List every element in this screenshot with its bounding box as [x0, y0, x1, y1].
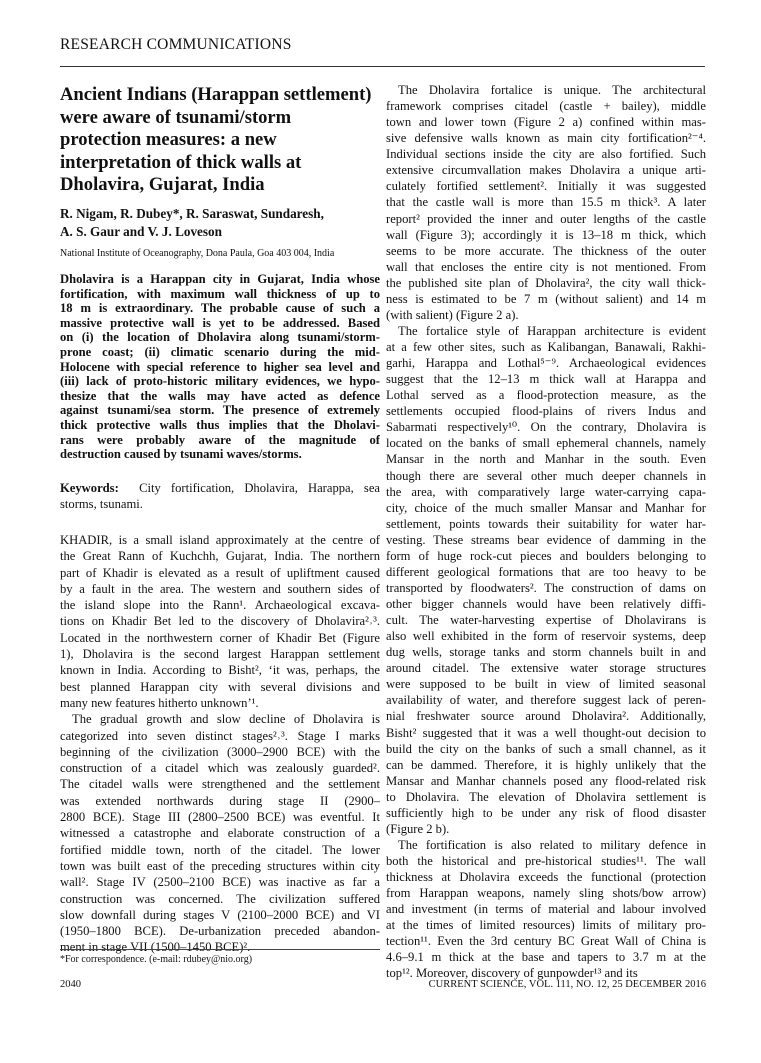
text-line: KHADIR, is a small island approximately at the centre of — [60, 533, 380, 547]
text-line: The fortalice style of Harappan architecture is evident — [398, 323, 706, 338]
text-line: nial freshwater source around Dholavira². Additionally, — [386, 709, 706, 724]
text-line: at a few other sites, such as Kalibangan, Banawali, Rakhi- — [386, 340, 706, 354]
keywords — [60, 480, 380, 512]
text-line: that the castle wall is more than 15.5 m thick³. A later — [386, 195, 706, 210]
text-line: Lothal served as a flood-protection measure, as the — [386, 388, 706, 403]
text-line: report² provided the inner and outer lengths of the castle — [386, 211, 706, 226]
abstract — [60, 272, 380, 462]
text-line: vesting. These streams bear evidence of damming in the — [386, 532, 706, 547]
text-line: fortification, with maximum wall thickness of up to — [60, 286, 380, 301]
paragraph — [386, 82, 706, 323]
text-line: thesize that the walls may have acted as defence — [60, 388, 380, 403]
text-line: 1), Dholavira is the second largest Harappan settlement — [60, 647, 380, 662]
text-line: The fortification is also related to military defence in — [398, 837, 706, 852]
text-line: ness is estimated to be 7 m (without salient) and 14 m — [386, 291, 706, 306]
text-line: construction was concerned. The civilization suffered — [60, 891, 380, 906]
text-line: Holocene with special reference to higher sea level and — [60, 359, 380, 374]
text-line: prone coast; (ii) climatic scenario during the mid- — [60, 344, 380, 359]
text-line: known in India. According to Bisht², ‘it was, perhaps, the — [60, 663, 380, 678]
text-line: categorized into seven distinct stages²˒³. Stage I marks — [60, 728, 380, 743]
text-line: around citadel. The extensive water storage structures — [386, 661, 706, 676]
text-line: tection¹¹. Even the 3rd century BC Great Wall of China is — [386, 934, 706, 949]
text-line: framework comprises citadel (castle + bailey), middle — [386, 99, 706, 114]
title-line: Ancient Indians (Harappan settlement) — [60, 84, 372, 105]
text-line: the island slope into the Rann¹. Archaeological excava- — [60, 598, 380, 613]
text-line: though there are several other much deeper channels in — [386, 468, 706, 483]
text-line: thick protective walls thus implies that the Dholavi- — [60, 417, 380, 432]
paragraph — [60, 711, 380, 955]
author-line: A. S. Gaur and V. J. Loveson — [60, 224, 222, 239]
text-line: wall (Figure 3); accordingly it is 13–18 m thick, which — [386, 227, 706, 242]
title-line: protection measures: a new — [60, 129, 277, 151]
text-line: the Great Rann of Kuchchh, Gujarat, India. The northern — [60, 549, 380, 564]
text-line: best planned Harappan city with several divisions and — [60, 679, 380, 694]
text-line: slow downfall during stages V (2100–2000 BCE) and VI — [60, 907, 380, 922]
text-line: beginning of the civilization (3000–2900 BCE) with the — [60, 744, 380, 759]
text-line: city, choice of the much smaller Mansar and Manhar for — [386, 500, 706, 515]
text-line: Dholavira is a Harappan city in Gujarat, India whose — [60, 272, 380, 286]
text-line: Mansar in the north and Manhar in the south. Even — [386, 452, 706, 467]
text-line: rans were probably aware of the magnitude of — [60, 432, 380, 447]
text-line: other bigger channels would have been relatively diffi- — [386, 597, 706, 611]
text-line: also well exhibited in the form of reservoir systems, deep — [386, 629, 706, 644]
text-line: witnessed a catastrophe and elaborate construction of a — [60, 826, 380, 841]
text-line: availability of water, and therefore suggest lack of peren- — [386, 693, 706, 708]
affiliation: National Institute of Oceanography, Dona Paula, Goa 403 004, India — [60, 248, 335, 259]
text-line: destruction caused by tsunami waves/storms. — [60, 447, 302, 462]
text-line: (1950–1800 BCE). De-urbanization preceded abandon- — [60, 924, 380, 939]
text-line: settlements occupied flood-plains of rivers Indus and — [386, 404, 706, 419]
author-line: R. Nigam, R. Dubey*, R. Saraswat, Sundaresh, — [60, 206, 324, 221]
journal-citation: CURRENT SCIENCE, VOL. 111, NO. 12, 25 DECEMBER 2016 — [428, 979, 706, 990]
text-line: The gradual growth and slow decline of Dholavira is — [72, 712, 380, 727]
text-line: the published site plan of Dholavira², the city wall thick- — [386, 275, 706, 290]
text-line: form of huge rock-cut pieces and boulders belonging to — [386, 548, 706, 563]
text-line: town and lower town (Figure 2 a) confined within mas- — [386, 115, 706, 130]
keywords-text: City fortification, Dholavira, Harappa, sea — [139, 481, 380, 495]
article-title — [60, 84, 380, 197]
text-line: transported by floodwaters². The construction of dams on — [386, 580, 706, 595]
text-line: sufficiently high to be under any risk of flood disaster — [386, 805, 706, 820]
text-line: cult. The water-harvesting expertise of Dholavirans is — [386, 613, 706, 628]
text-line: was extended northwards during stage II (2900– — [60, 793, 380, 808]
text-line: construction of a citadel which was zealously guarded². — [60, 761, 380, 776]
keywords-label: Keywords: — [60, 481, 119, 495]
text-line: extensive circumvallation makes Dholavira a unique arti- — [386, 163, 706, 178]
authors — [60, 205, 380, 241]
page-number: 2040 — [60, 979, 81, 990]
text-line: The citadel walls were strengthened and the settlement — [60, 777, 380, 792]
text-line: both the historical and pre-historical studies¹¹. The wall — [386, 854, 706, 868]
text-line: wall². Stage IV (2500–2100 BCE) was inactive as far a — [60, 875, 380, 890]
paragraph — [386, 837, 706, 982]
text-line: town was built east of the preceding structures within city — [60, 858, 380, 873]
text-line: top¹². Moreover, discovery of gunpowder¹³ and its — [386, 966, 638, 981]
text-line: thickness at Dholavira exceeds the functional (protection — [386, 870, 706, 885]
text-line: seems to be more accurate. The thickness of the outer — [386, 243, 706, 258]
text-line: The Dholavira fortalice is unique. The architectural — [398, 83, 706, 97]
text-line: against tsunami/sea storm. The presence of extremely — [60, 403, 380, 418]
text-line: the area, with comparatively large water-carrying capa- — [386, 484, 706, 499]
text-line: build the city on the banks of such a small channel, as it — [386, 741, 706, 756]
text-line: from Harappan weapons, namely sling shots/bow arrow) — [386, 886, 706, 901]
header-rule — [60, 66, 705, 67]
text-line: located on the banks of small ephemeral channels, namely — [386, 436, 706, 451]
text-line: 4.6–9.1 m thick at the base and tapers to 3.7 m at the — [386, 950, 706, 965]
paragraph — [60, 532, 380, 711]
text-line: sive defensive walls known as main city fortification²⁻⁴. — [386, 131, 706, 146]
text-line: 18 m is extraordinary. The probable cause of such a — [60, 301, 380, 316]
text-line: 2800 BCE). Stage III (2800–2500 BCE) was eventful. It — [60, 810, 380, 825]
text-line: fortified middle town, north of the citadel. The lower — [60, 842, 380, 857]
title-line: were aware of tsunami/storm — [60, 106, 292, 128]
text-line: Bisht² suggested that it was a well thought-out decision to — [386, 725, 706, 740]
text-line: can be dammed. Therefore, it is highly unlikely that the — [386, 757, 706, 772]
text-line: massive protective wall is yet to be addressed. Based — [60, 315, 380, 330]
title-line: interpretation of thick walls at — [60, 151, 302, 173]
keywords-text: storms, tsunami. — [60, 497, 143, 511]
text-line: suggest that the 12–13 m thick wall at Harappa and — [386, 372, 706, 387]
text-line: Individual sections inside the city are also fortified. Such — [386, 147, 706, 162]
footnote-rule — [60, 949, 380, 950]
text-line: at the times of limited resources) limits of military pro- — [386, 918, 706, 933]
text-line: to Dholavira. The elevation of Dholavira settlement is — [386, 789, 706, 804]
text-line: on (i) the location of Dholavira along tsunami/storm- — [60, 330, 380, 345]
text-line: (iii) lack of proto-historic military evidences, we hypo- — [60, 374, 380, 389]
text-line: settlement, points towards their suitability for water har- — [386, 516, 706, 531]
text-line: by a fault in the area. The western and southern sides of — [60, 581, 380, 596]
section-header: RESEARCH COMMUNICATIONS — [60, 36, 292, 53]
text-line: part of Khadir is elevated as a result of upliftment caused — [60, 565, 380, 580]
text-line: wall that encloses the entire city is not mentioned. From — [386, 259, 706, 274]
paragraph — [60, 272, 380, 462]
text-line: Located in the northwestern corner of Khadir Bet (Figure — [60, 630, 380, 645]
text-line: were supposed to be built in view of limited seasonal — [386, 677, 706, 692]
text-line: different geological formations that are too heavy to be — [386, 564, 706, 579]
text-line: (with salient) (Figure 2 a). — [386, 307, 519, 322]
left-column-body — [60, 532, 380, 956]
text-line: and investment (in terms of material and labour involved — [386, 902, 706, 917]
text-line: garhi, Harappa and Lothal⁵⁻⁹. Archaeological evidences — [386, 356, 706, 371]
paragraph — [386, 323, 706, 837]
text-line: ment in stage VII (1500–1450 BCE)². — [60, 940, 251, 955]
title-line: Dholavira, Gujarat, India — [60, 174, 265, 196]
text-line: dug wells, storage tanks and storm channels built in and — [386, 645, 706, 660]
text-line: (Figure 2 b). — [386, 821, 450, 836]
text-line: culately fortified settlement². Initially it was suggested — [386, 179, 706, 194]
text-line: Sabarmati respectively¹⁰. On the contrary, Dholavira is — [386, 420, 706, 435]
text-line: Mansar and Manhar channels posed any flood-related risk — [386, 773, 706, 788]
correspondence-footnote: *For correspondence. (e-mail: rdubey@nio.org) — [60, 954, 253, 965]
text-line: many new features hitherto unknown’¹. — [60, 695, 259, 710]
text-line: tions on Khadir Bet led to the discovery of Dholavira²˒³. — [60, 614, 380, 629]
right-column-body — [386, 82, 706, 982]
